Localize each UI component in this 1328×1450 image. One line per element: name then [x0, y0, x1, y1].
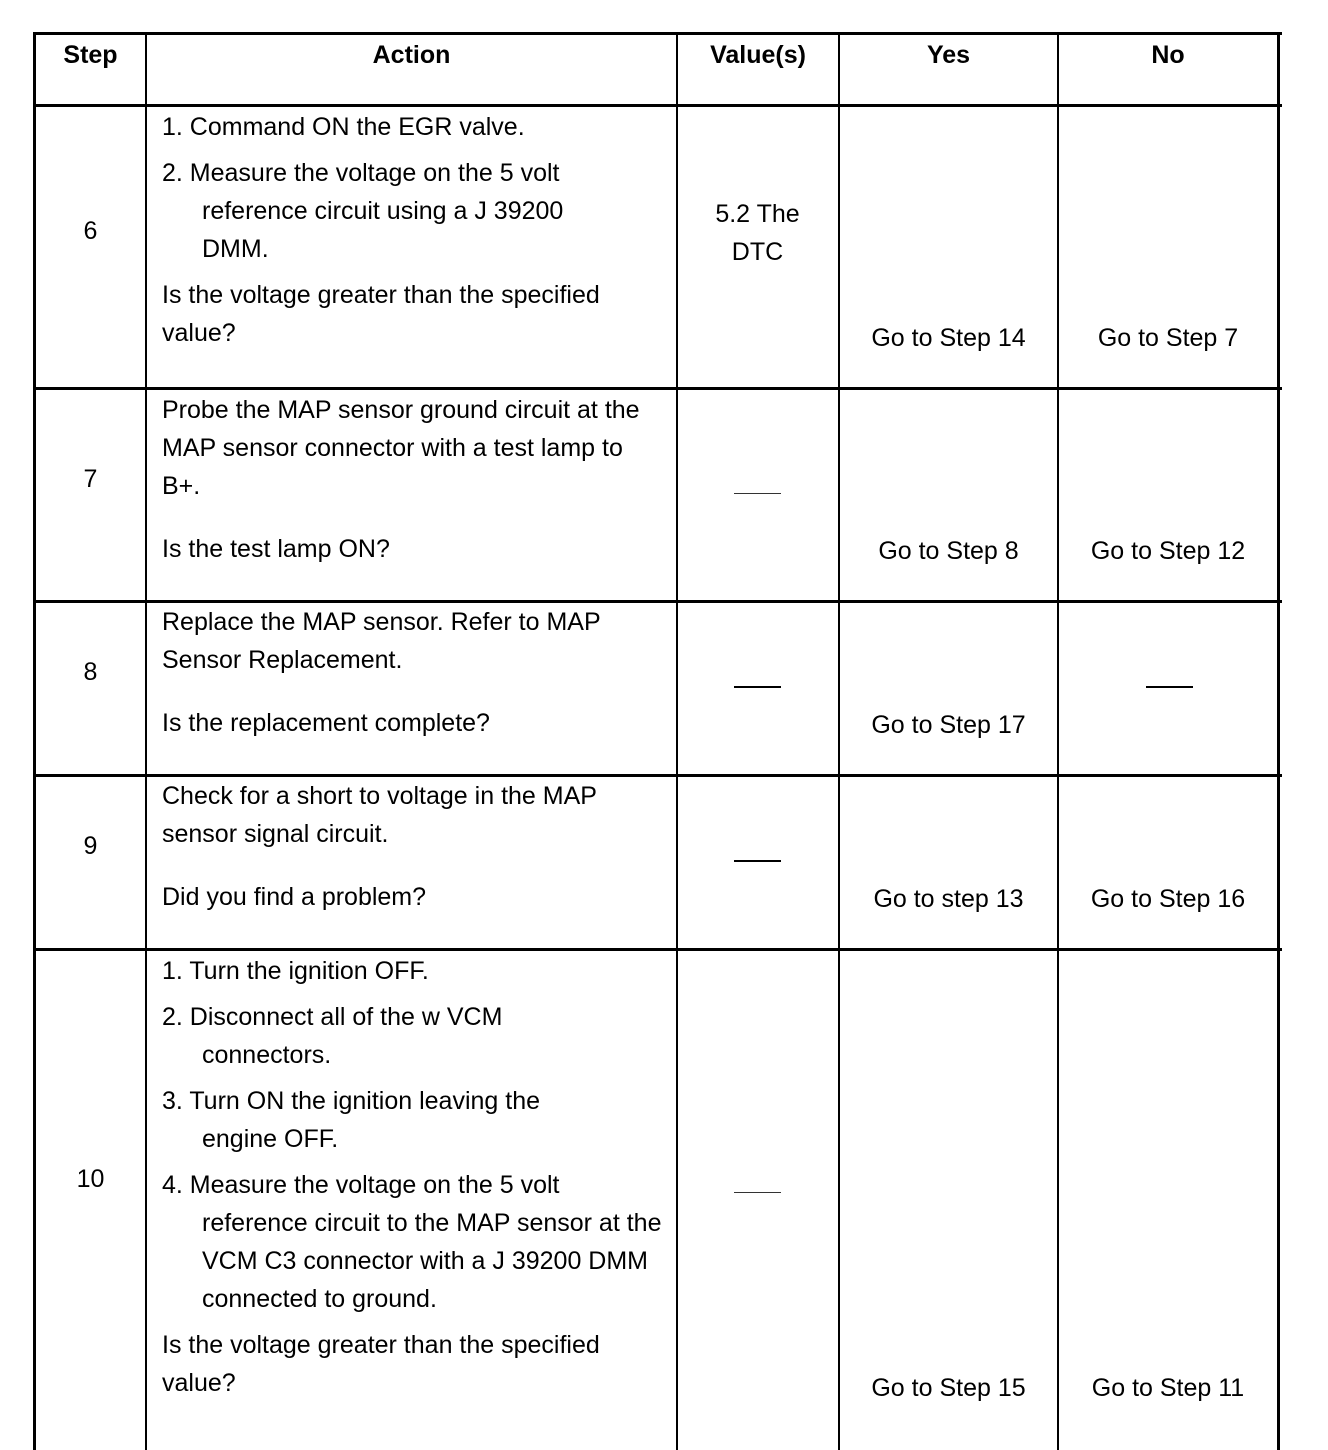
step-number: 9 [83, 832, 98, 860]
action-step-item: 1. Command ON the EGR valve. [162, 113, 525, 141]
action-step-item: 4. Measure the voltage on the 5 volt reference circuit to the MAP sensor at the VCM C3 connector with a J 39200 DMM connected to ground. [162, 1171, 662, 1313]
row-divider [33, 387, 1282, 390]
no-empty-dash [1146, 686, 1193, 688]
action-instruction: Check for a short to voltage in the MAP sensor signal circuit. [162, 782, 597, 848]
step-number: 8 [83, 658, 98, 686]
header-step: Step [63, 41, 118, 69]
action-step-item: 1. Turn the ignition OFF. [162, 957, 429, 985]
action-instruction: Replace the MAP sensor. Refer to MAP Sensor Replacement. [162, 608, 601, 674]
action-cell [162, 603, 667, 742]
header-action: Action [372, 41, 451, 69]
action-step-item: 2. Disconnect all of the w VCM connectors. [162, 1003, 503, 1069]
action-step-item: 3. Turn ON the ignition leaving the engine OFF. [162, 1087, 541, 1153]
yes-cell: Go to Step 8 [878, 537, 1019, 565]
value-empty-dash [734, 686, 781, 688]
header-no: No [1151, 41, 1185, 69]
no-cell: Go to Step 12 [1090, 537, 1246, 565]
action-step-item: 2. Measure the voltage on the 5 volt reference circuit using a J 39200 DMM. [162, 159, 564, 263]
action-question: Is the voltage greater than the specified value? [162, 281, 600, 347]
column-divider [145, 32, 147, 1450]
value-empty-dash [734, 1192, 781, 1193]
no-cell: Go to Step 16 [1090, 885, 1246, 913]
action-cell [162, 952, 667, 1402]
yes-cell: Go to Step 14 [871, 324, 1026, 352]
row-divider [33, 948, 1282, 951]
yes-cell: Go to Step 15 [871, 1374, 1026, 1402]
value-empty-dash [734, 493, 781, 494]
no-cell: Go to Step 7 [1097, 324, 1239, 352]
table-right-border [1277, 32, 1280, 1450]
action-cell [162, 108, 667, 352]
header-yes: Yes [926, 41, 971, 69]
no-cell: Go to Step 11 [1091, 1374, 1245, 1402]
header-bottom-border [33, 104, 1282, 107]
column-divider [676, 32, 678, 1450]
action-question: Is the replacement complete? [162, 709, 490, 737]
action-instruction: Probe the MAP sensor ground circuit at the MAP sensor connector with a test lamp to B+. [162, 396, 640, 500]
table-top-border [33, 32, 1282, 35]
step-number: 6 [83, 217, 98, 245]
column-divider [1057, 32, 1059, 1450]
action-question: Is the voltage greater than the specified value? [162, 1331, 600, 1397]
action-question: Is the test lamp ON? [162, 535, 390, 563]
step-number: 7 [83, 465, 98, 493]
header-values: Value(s) [710, 41, 806, 69]
yes-cell: Go to step 13 [873, 885, 1024, 913]
value-cell: 5.2 The DTC [715, 200, 800, 266]
step-number: 10 [76, 1165, 105, 1193]
action-question: Did you find a problem? [162, 883, 427, 911]
yes-cell: Go to Step 17 [871, 711, 1026, 739]
action-cell [162, 777, 667, 916]
value-empty-dash [734, 860, 781, 862]
action-cell [162, 391, 667, 568]
